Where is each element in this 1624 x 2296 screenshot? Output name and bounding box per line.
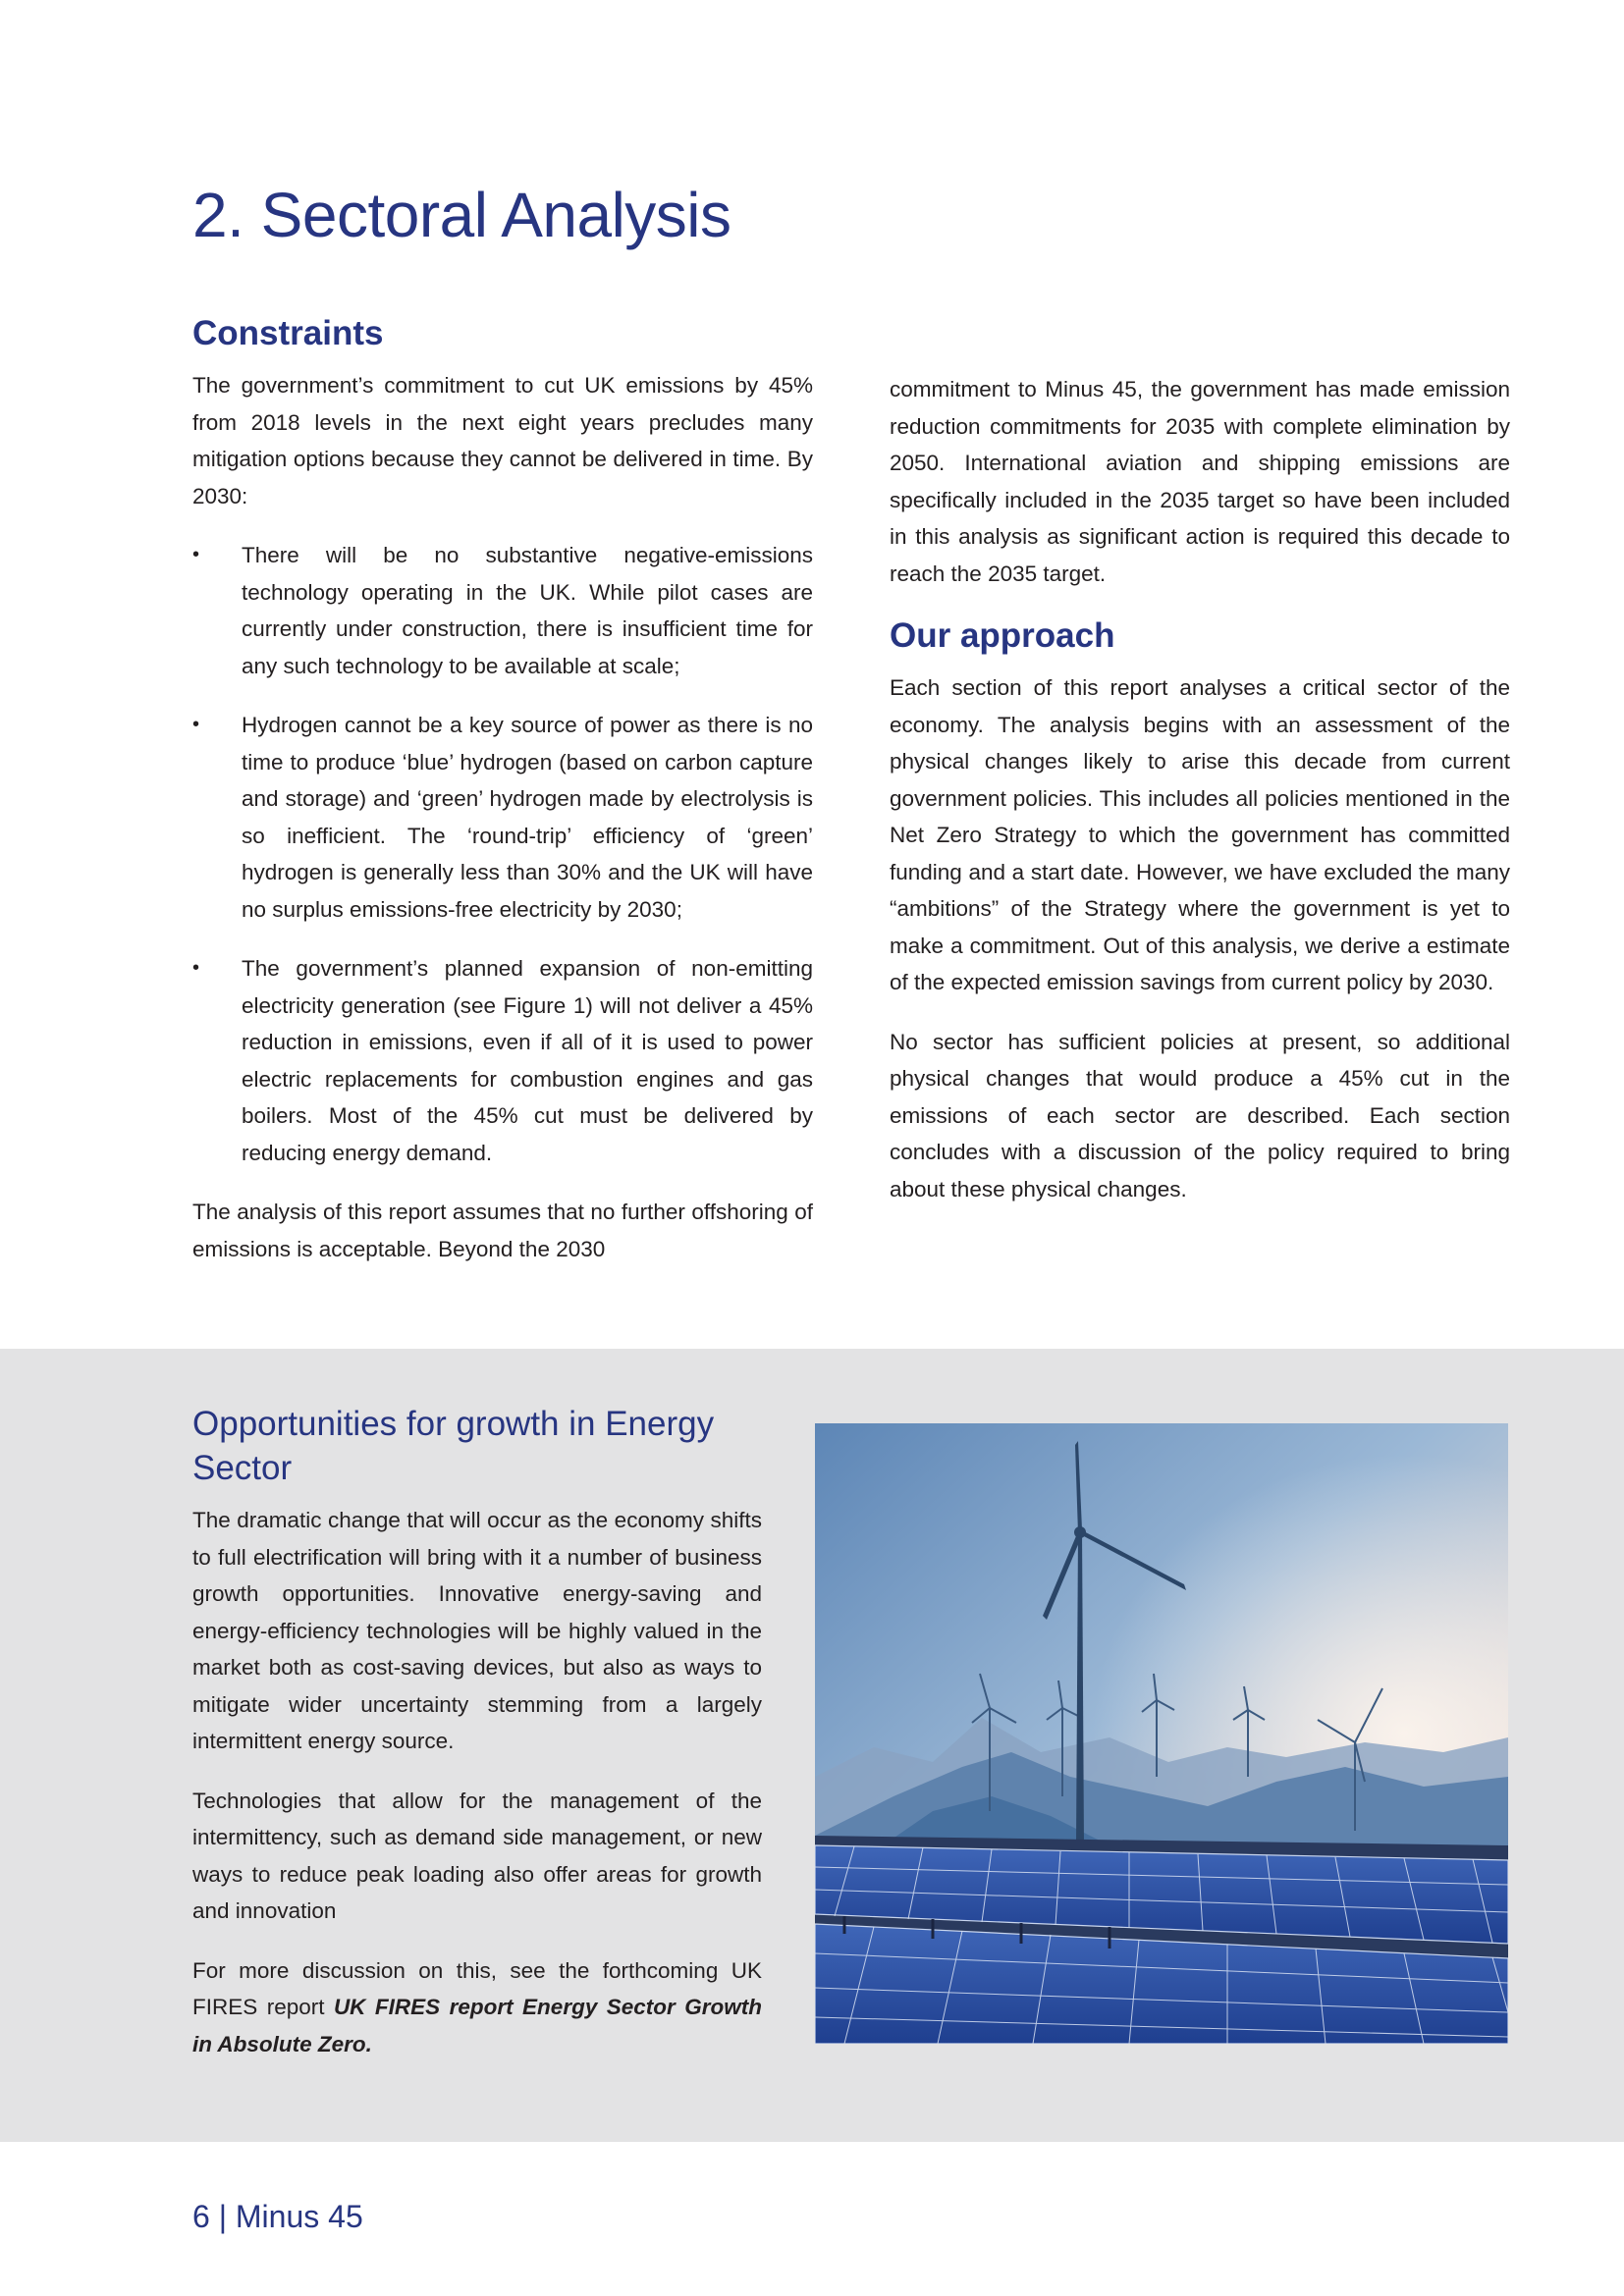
left-column	[192, 312, 813, 1290]
list-item-text: Hydrogen cannot be a key source of power as there is no time to produce ‘blue’ hydrogen (based on carbon capture and storage) and ‘green’ hydrogen made by electrolysis is so inefficient. The ‘round-trip’ efficiency of ‘green’ hydrogen is generally less than 30% and the UK will have no surplus emissions-free electricity by 2030;	[242, 713, 813, 922]
bullet-icon: •	[192, 957, 200, 979]
opportunities-paragraph-1: The dramatic change that will occur as the economy shifts to full electrification will bring with it a number of business growth opportunities. Innovative energy-saving and energy-efficiency technologies will be highly valued in the market both as cost-saving devices, but also as ways to mitigate wider uncertainty stemming from a largely intermittent energy source.	[192, 1508, 762, 1753]
report-reference: UK FIRES report Energy Sector Growth in Absolute Zero.	[192, 1995, 762, 2056]
page-title: 2. Sectoral Analysis	[192, 180, 731, 250]
list-item-text: The government’s planned expansion of non-emitting electricity generation (see Figure 1) will not deliver a 45% reduction in emissions, even if all of it is used to power electric replacements for combustion engines and gas boilers. Most of the 45% cut must be delivered by reducing energy demand.	[242, 956, 813, 1165]
bullet-icon: •	[192, 714, 200, 735]
page-footer	[192, 2199, 363, 2235]
publication-name: Minus 45	[235, 2199, 363, 2234]
approach-paragraph-1: Each section of this report analyses a critical sector of the economy. The analysis begins with an assessment of the physical changes likely to arise this decade from current government policies. This includes all policies mentioned in the Net Zero Strategy to which the government has committed funding and a start date. However, we have excluded the many “ambitions” of the Strategy where the government is yet to make a commitment. Out of this analysis, we derive a estimate of the expected emission savings from current policy by 2030.	[890, 675, 1510, 994]
list-item	[192, 537, 813, 684]
opportunities-paragraph-3	[192, 1952, 762, 2063]
list-item-text: There will be no substantive negative-emissions technology operating in the UK. While pilot cases are currently under construction, there is insufficient time for any such technology to be available at scale;	[242, 543, 813, 678]
opportunities-heading: Opportunities for growth in Energy Sector	[192, 1405, 715, 1487]
constraints-heading: Constraints	[192, 314, 384, 352]
approach-heading: Our approach	[890, 616, 1115, 655]
page-number: 6	[192, 2199, 210, 2234]
list-item	[192, 950, 813, 1171]
wind-solar-photo	[815, 1423, 1508, 2044]
opportunities-paragraph-2: Technologies that allow for the management of the intermittency, such as demand side management, or new ways to reduce peak loading also offer areas for growth and innovation	[192, 1788, 762, 1923]
opportunities-paragraph-3-text: For more discussion on this, see the forthcoming UK FIRES report	[192, 1957, 762, 2019]
bullet-icon: •	[192, 544, 200, 565]
constraints-list	[192, 537, 813, 1171]
constraints-closing-part2: commitment to Minus 45, the government has made emission reduction commitments for 2035 with complete elimination by 2050. International aviation and shipping emissions are specifically included in the 2035 target so have been included in this analysis as significant action is required this decade to reach the 2035 target.	[890, 377, 1510, 586]
approach-paragraph-2: No sector has sufficient policies at present, so additional physical changes that would produce a 45% cut in the emissions of each sector are described. Each section concludes with a discussion of the policy required to bring about these physical changes.	[890, 1029, 1510, 1201]
constraints-closing-part1: The analysis of this report assumes that no further offshoring of emissions is acceptable. Beyond the 2030	[192, 1200, 813, 1261]
footer-separator: |	[218, 2199, 227, 2234]
list-item	[192, 707, 813, 928]
right-column	[890, 371, 1510, 1230]
constraints-intro: The government’s commitment to cut UK emissions by 45% from 2018 levels in the next eight years precludes many mitigation options because they cannot be delivered in time. By 2030:	[192, 373, 813, 508]
opportunities-text	[192, 1402, 762, 2085]
